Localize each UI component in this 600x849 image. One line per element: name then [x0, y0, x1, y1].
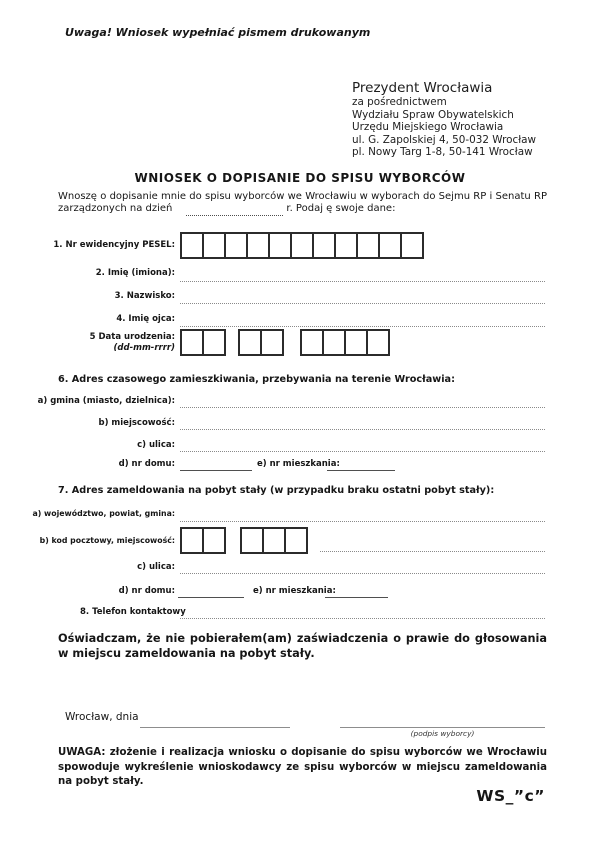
- s7-ulica-fill-line: [180, 573, 545, 574]
- intro-line-2-start: zarządzonych na dzień: [58, 202, 173, 214]
- footer-note: UWAGA: złożenie i realizacja wniosku o dopisanie do spisu wyborców we Wrocławiu spowoduje wykreślenie wnioskodawcy ze spisu wyborców w miejscu zameldowania na pobyt stały.: [58, 747, 547, 788]
- s6-miejscowosc-fill-line: [180, 429, 545, 430]
- s6-house-number-label: d) nr domu:: [118, 459, 175, 469]
- first-name-label: 2. Imię (imiona):: [95, 268, 175, 278]
- postal-cell: [262, 527, 286, 554]
- s7-postal-code-boxes-1: [180, 527, 226, 554]
- birth-date-day-boxes: [180, 329, 226, 356]
- pesel-cell: [334, 232, 358, 259]
- s7-house-number-fill-line: [178, 597, 244, 598]
- intro-paragraph: [58, 191, 547, 216]
- intro-line-2: [58, 203, 547, 216]
- intro-line-1: Wnoszę o dopisanie mnie do spisu wyborców we Wrocławiu w wyborach do Sejmu RP i Senatu RP: [58, 191, 547, 202]
- s7-postal-code-boxes-2: [240, 527, 308, 554]
- date-cell: [202, 329, 226, 356]
- election-date-fill-line: [186, 203, 283, 216]
- date-cell: [260, 329, 284, 356]
- first-name-fill-line: [180, 281, 545, 282]
- form-title: WNIOSEK O DOPISANIE DO SPISU WYBORCÓW: [134, 171, 466, 185]
- pesel-cell: [356, 232, 380, 259]
- s7-house-number-label: d) nr domu:: [118, 586, 175, 596]
- addressee-line: pl. Nowy Targ 1-8, 50-141 Wrocław: [352, 146, 533, 159]
- date-cell: [238, 329, 262, 356]
- birth-date-year-boxes: [300, 329, 390, 356]
- intro-line-2-end: r. Podaj ę swoje dane:: [286, 202, 396, 214]
- addressee-line: Wydziału Spraw Obywatelskich: [352, 108, 514, 121]
- birth-date-label: 5 Data urodzenia:: [89, 332, 175, 342]
- pesel-cell: [224, 232, 248, 259]
- signature-caption: (podpis wyborcy): [410, 729, 475, 738]
- form-code: WS_”c”: [476, 787, 545, 805]
- postal-cell: [180, 527, 204, 554]
- addressee-line: ul. G. Zapolskiej 4, 50-032 Wrocław: [352, 133, 537, 146]
- s6-ulica-label: c) ulica:: [137, 440, 175, 450]
- s7-wojewodztwo-label: a) województwo, powiat, gmina:: [32, 509, 175, 518]
- surname-fill-line: [180, 303, 545, 304]
- postal-cell: [284, 527, 308, 554]
- pesel-cell: [180, 232, 204, 259]
- top-note: Uwaga! Wniosek wypełniać pismem drukowanym: [65, 26, 371, 39]
- recipient-name: Prezydent Wrocławia: [352, 80, 493, 96]
- date-cell: [366, 329, 390, 356]
- pesel-cell: [290, 232, 314, 259]
- pesel-cell: [312, 232, 336, 259]
- addressee-block: [352, 80, 536, 159]
- s6-gmina-label: a) gmina (miasto, dzielnica):: [37, 396, 175, 406]
- s7-postal-code-label: b) kod pocztowy, miejscowość:: [39, 536, 175, 545]
- section6-header: 6. Adres czasowego zamieszkiwania, przebywania na terenie Wrocławia:: [58, 374, 455, 385]
- addressee-line: Urzędu Miejskiego Wrocławia: [352, 121, 504, 134]
- s7-postal-city-fill-line: [320, 551, 545, 552]
- phone-label: 8. Telefon kontaktowy: [80, 607, 186, 617]
- place-date-label: Wrocław, dnia: [65, 711, 139, 723]
- pesel-cell: [202, 232, 226, 259]
- addressee-line: za pośrednictwem: [352, 96, 447, 108]
- father-name-label: 4. Imię ojca:: [116, 314, 175, 324]
- postal-cell: [240, 527, 264, 554]
- father-name-fill-line: [180, 326, 545, 327]
- pesel-boxes: [180, 232, 424, 259]
- s7-ulica-label: c) ulica:: [137, 562, 175, 572]
- s6-gmina-fill-line: [180, 407, 545, 408]
- birth-date-month-boxes: [238, 329, 284, 356]
- date-cell: [322, 329, 346, 356]
- pesel-field-label: 1. Nr ewidencyjny PESEL:: [53, 240, 175, 250]
- signature-date-line: [140, 727, 290, 728]
- signature-line: [340, 727, 545, 728]
- pesel-cell: [246, 232, 270, 259]
- phone-fill-line: [180, 618, 545, 619]
- s7-wojewodztwo-fill-line: [180, 521, 545, 522]
- pesel-cell: [268, 232, 292, 259]
- pesel-cell: [378, 232, 402, 259]
- s6-house-number-fill-line: [180, 470, 252, 471]
- date-cell: [344, 329, 368, 356]
- date-cell: [180, 329, 204, 356]
- section7-header: 7. Adres zameldowania na pobyt stały (w przypadku braku ostatni pobyt stały):: [58, 485, 495, 496]
- s7-apartment-number-fill-line: [325, 597, 388, 598]
- postal-cell: [202, 527, 226, 554]
- pesel-cell: [400, 232, 424, 259]
- s7-apartment-number-label: e) nr mieszkania:: [253, 586, 336, 596]
- declaration-text: Oświadczam, że nie pobierałem(am) zaświadczenia o prawie do głosowania w miejscu zameldowania na pobyt stały.: [58, 632, 547, 660]
- s6-ulica-fill-line: [180, 451, 545, 452]
- s6-apartment-number-fill-line: [327, 470, 395, 471]
- date-cell: [300, 329, 324, 356]
- s6-apartment-number-label: e) nr mieszkania:: [257, 459, 340, 469]
- s6-miejscowosc-label: b) miejscowość:: [98, 418, 175, 428]
- birth-date-format: (dd-mm-rrrr): [113, 343, 175, 353]
- surname-label: 3. Nazwisko:: [114, 291, 175, 301]
